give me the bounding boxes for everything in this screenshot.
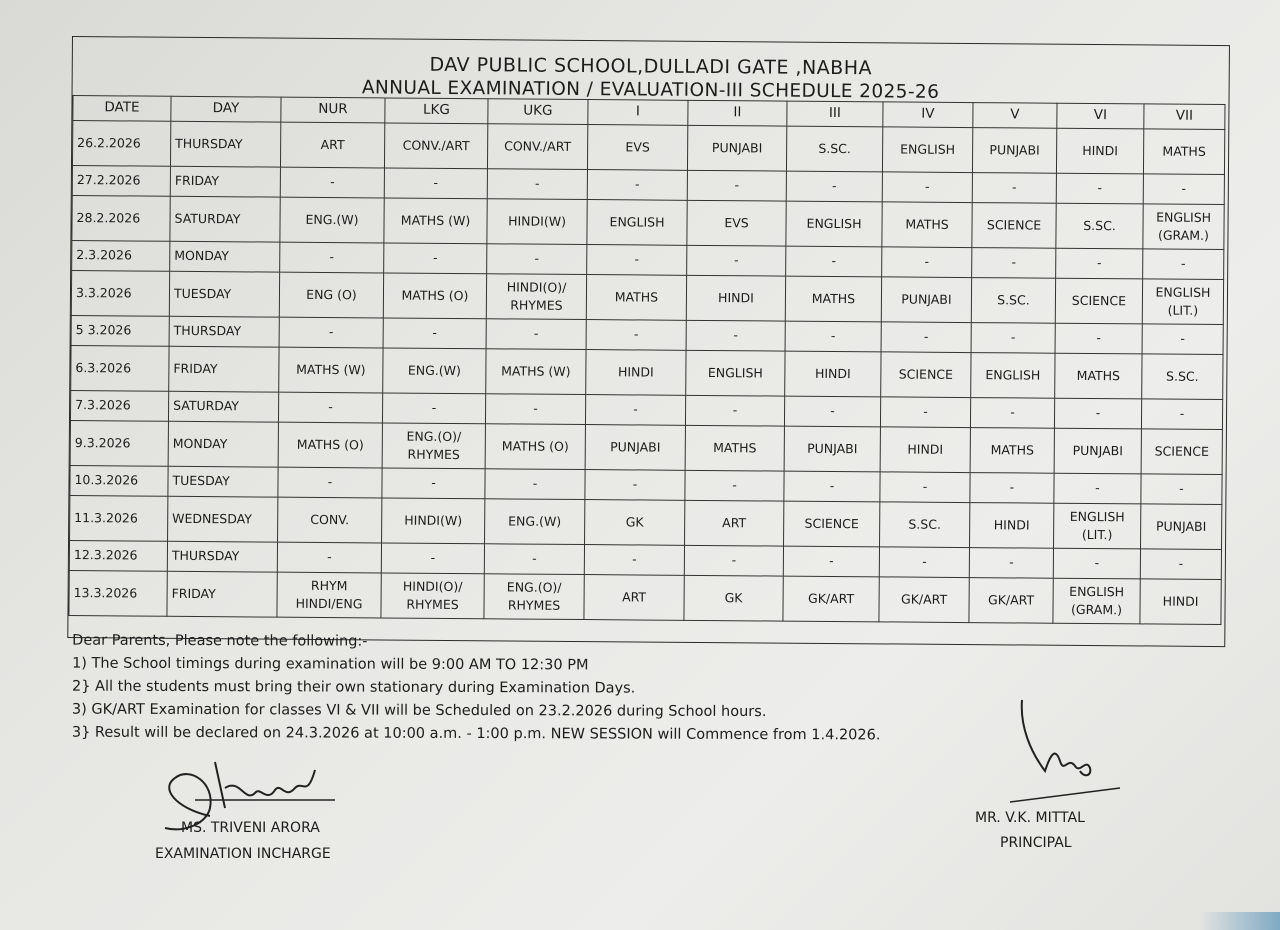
subject-cell: GK/ART [879, 577, 969, 623]
subject-cell: - [784, 396, 880, 427]
subject-cell: GK/ART [783, 576, 879, 622]
subject-cell: S.SC. [971, 278, 1055, 324]
subject-cell: SCIENCE [1141, 429, 1222, 475]
subject-cell: - [584, 545, 684, 576]
subject-cell: - [970, 473, 1054, 504]
day-cell: THURSDAY [170, 121, 280, 167]
subject-cell: ENG.(O)/ RHYMES [484, 574, 584, 620]
subject-cell: RHYM HINDI/ENG [277, 572, 381, 618]
subject-cell: HINDI [880, 427, 970, 473]
subject-cell: - [1056, 173, 1143, 204]
subject-cell: MATHS (W) [279, 347, 383, 393]
subject-cell: - [384, 243, 487, 274]
subject-cell: MATHS [882, 202, 972, 248]
column-header: I [588, 100, 688, 126]
subject-cell: - [786, 246, 882, 277]
subject-cell: ENGLISH [587, 200, 687, 246]
subject-cell: - [585, 470, 685, 501]
subject-cell: - [972, 248, 1056, 279]
subject-cell: - [485, 469, 585, 500]
schedule-table [68, 95, 1225, 625]
subject-cell: - [880, 472, 970, 503]
subject-cell: - [687, 245, 786, 276]
subject-cell: - [487, 244, 587, 275]
subject-cell: GK/ART [969, 578, 1053, 624]
subject-cell: - [882, 172, 972, 203]
day-cell: SATURDAY [170, 196, 280, 242]
subject-cell: ENG (O) [279, 272, 383, 318]
subject-cell: - [278, 467, 382, 498]
subject-cell: - [687, 170, 786, 201]
date-cell: 13.3.2026 [69, 570, 167, 616]
subject-cell: MATHS (O) [278, 422, 382, 468]
subject-cell: HINDI [1140, 579, 1221, 625]
subject-cell: - [785, 321, 881, 352]
subject-cell: - [1141, 474, 1222, 505]
date-cell: 26.2.2026 [72, 121, 170, 167]
subject-cell: - [280, 167, 384, 198]
day-cell: TUESDAY [168, 466, 278, 497]
subject-cell: ENG.(W) [383, 348, 486, 394]
day-cell: MONDAY [168, 421, 278, 467]
subject-cell: ENGLISH (LIT.) [1142, 279, 1223, 325]
subject-cell: PUNJABI [687, 125, 786, 171]
subject-cell: - [783, 546, 879, 577]
date-cell: 9.3.2026 [70, 420, 168, 466]
subject-cell: HINDI [1056, 128, 1143, 174]
subject-cell: - [487, 169, 587, 200]
note-item: 2} All the students must bring their own stationary during Examination Days. [71, 678, 636, 697]
background-corner [1200, 912, 1280, 930]
subject-cell: - [971, 323, 1055, 354]
table-row [69, 570, 1221, 624]
day-cell: THURSDAY [167, 541, 277, 572]
subject-cell: - [1054, 398, 1141, 429]
subject-cell: S.SC. [1142, 354, 1223, 400]
date-cell: 27.2.2026 [72, 166, 170, 197]
subject-cell: - [278, 392, 382, 423]
subject-cell: - [969, 548, 1053, 579]
table-body [69, 121, 1225, 625]
subject-cell: SCIENCE [784, 501, 880, 547]
notes-intro: Dear Parents, Please note the following:- [72, 632, 368, 650]
day-cell: WEDNESDAY [168, 496, 278, 542]
subject-cell: - [486, 319, 586, 350]
subject-cell: - [685, 395, 784, 426]
subject-cell: - [1056, 248, 1143, 279]
subject-cell: - [786, 171, 882, 202]
subject-cell: - [585, 395, 685, 426]
column-header: UKG [488, 99, 588, 125]
subject-cell: CONV./ART [384, 123, 487, 169]
subject-cell: - [1055, 323, 1142, 354]
subject-cell: - [1054, 473, 1141, 504]
subject-cell: PUNJABI [1141, 504, 1222, 550]
column-header: VI [1057, 103, 1144, 129]
subject-cell: - [382, 393, 485, 424]
header [73, 37, 1229, 104]
subject-cell: - [586, 320, 686, 351]
note-item: 1) The School timings during examination will be 9:00 AM TO 12:30 PM [72, 655, 589, 674]
subject-cell: CONV./ART [487, 124, 587, 170]
subject-cell: - [684, 545, 783, 576]
subject-cell: HINDI(W) [487, 199, 587, 245]
subject-cell: - [484, 544, 584, 575]
subject-cell: - [1142, 324, 1223, 355]
column-header: III [787, 101, 883, 127]
subject-cell: - [279, 317, 383, 348]
day-cell: FRIDAY [170, 166, 280, 197]
subject-cell: S.SC. [786, 126, 882, 172]
right-signatory-role: PRINCIPAL [1000, 835, 1072, 851]
date-cell: 5 3.2026 [71, 316, 169, 347]
subject-cell: - [880, 397, 970, 428]
subject-cell: - [881, 322, 971, 353]
subject-cell: - [972, 173, 1056, 204]
subject-cell: S.SC. [880, 502, 970, 548]
subject-cell: MATHS (O) [485, 424, 585, 470]
subject-cell: - [277, 542, 381, 573]
subject-cell: GK [684, 575, 783, 621]
subject-cell: MATHS [586, 275, 686, 321]
subject-cell: ENGLISH [686, 350, 785, 396]
note-item: 3) GK/ART Examination for classes VI & VII will be Scheduled on 23.2.2026 during School hours. [71, 701, 767, 721]
subject-cell: HINDI(O)/ RHYMES [486, 274, 586, 320]
subject-cell: EVS [687, 200, 786, 246]
subject-cell: ENGLISH [971, 353, 1055, 399]
left-signatory-name: MS. TRIVENI ARORA [181, 820, 320, 836]
subject-cell: HINDI [785, 351, 881, 397]
subject-cell: ART [280, 122, 384, 168]
subject-cell: PUNJABI [784, 426, 880, 472]
date-cell: 11.3.2026 [70, 495, 168, 541]
subject-cell: - [879, 547, 969, 578]
subject-cell: EVS [587, 125, 687, 171]
subject-cell: - [383, 318, 486, 349]
column-header: NUR [281, 97, 385, 123]
subject-cell: ENG.(W) [280, 197, 384, 243]
subject-cell: - [970, 398, 1054, 429]
subject-cell: - [1143, 174, 1224, 205]
examination-incharge-signature-block [155, 758, 415, 868]
school-name: DAV PUBLIC SCHOOL,DULLADI GATE ,NABHA [429, 53, 873, 80]
subject-cell: - [485, 394, 585, 425]
column-header: V [973, 103, 1057, 129]
subject-cell: ENGLISH (LIT.) [1054, 503, 1141, 549]
subject-cell: PUNJABI [881, 277, 971, 323]
subject-cell: ENG.(O)/ RHYMES [382, 423, 485, 469]
subject-cell: HINDI [686, 275, 785, 321]
note-item: 3} Result will be declared on 24.3.2026 at 10:00 a.m. - 1:00 p.m. NEW SESSION will Commence from 1.4.2026. [71, 724, 881, 744]
day-cell: SATURDAY [168, 391, 278, 422]
subject-cell: MATHS [1055, 353, 1142, 399]
date-cell: 7.3.2026 [70, 391, 168, 422]
subject-cell: MATHS [1143, 129, 1224, 175]
subject-cell: ART [584, 575, 684, 621]
subject-cell: - [382, 468, 485, 499]
subject-cell: GK [585, 500, 685, 546]
subject-cell: SCIENCE [972, 203, 1056, 249]
column-header: VII [1144, 104, 1225, 130]
subject-cell: - [381, 543, 484, 574]
column-header: DATE [73, 96, 171, 122]
subject-cell: MATHS (O) [383, 273, 486, 319]
subject-cell: ENGLISH [786, 201, 882, 247]
subject-cell: - [1143, 249, 1224, 280]
subject-cell: - [587, 170, 687, 201]
subject-cell: - [587, 245, 687, 276]
subject-cell: SCIENCE [1055, 278, 1142, 324]
day-cell: THURSDAY [169, 316, 279, 347]
subject-cell: HINDI [970, 503, 1054, 549]
subject-cell: PUNJABI [972, 128, 1056, 174]
subject-cell: PUNJABI [1054, 428, 1141, 474]
subject-cell: MATHS [785, 276, 881, 322]
subject-cell: MATHS (W) [384, 198, 487, 244]
subject-cell: - [784, 471, 880, 502]
subject-cell: ENGLISH [882, 127, 972, 173]
left-signatory-role: EXAMINATION INCHARGE [155, 846, 331, 862]
subject-cell: HINDI(O)/ RHYMES [381, 573, 484, 619]
subject-cell: ART [685, 500, 784, 546]
subject-cell: - [882, 247, 972, 278]
subject-cell: ENG.(W) [485, 499, 585, 545]
handwritten-signature-right [960, 696, 1160, 806]
subject-cell: - [686, 320, 785, 351]
principal-signature-block [960, 696, 1160, 866]
subject-cell: - [685, 470, 784, 501]
date-cell: 12.3.2026 [69, 540, 167, 571]
column-header: LKG [385, 98, 488, 124]
day-cell: MONDAY [170, 241, 280, 272]
subject-cell: CONV. [278, 497, 382, 543]
subject-cell: PUNJABI [585, 425, 685, 471]
subject-cell: - [1141, 399, 1222, 430]
subject-cell: HINDI(W) [382, 498, 485, 544]
column-header: II [688, 100, 787, 126]
date-cell: 3.3.2026 [71, 271, 169, 317]
subject-cell: MATHS [685, 425, 784, 471]
column-header: IV [883, 102, 973, 128]
notes [72, 633, 881, 751]
schedule-sheet [67, 36, 1230, 647]
subject-cell: - [384, 168, 487, 199]
day-cell: TUESDAY [169, 271, 279, 317]
date-cell: 6.3.2026 [71, 346, 169, 392]
subject-cell: MATHS (W) [486, 349, 586, 395]
subject-cell: - [1140, 549, 1221, 580]
subject-cell: MATHS [970, 428, 1054, 474]
subject-cell: SCIENCE [881, 352, 971, 398]
subject-cell: HINDI [586, 350, 686, 396]
column-header: DAY [171, 96, 281, 122]
subject-cell: - [280, 242, 384, 273]
subject-cell: ENGLISH (GRAM.) [1053, 578, 1140, 624]
date-cell: 10.3.2026 [70, 465, 168, 496]
day-cell: FRIDAY [167, 571, 277, 617]
subject-cell: ENGLISH (GRAM.) [1143, 204, 1224, 250]
subject-cell: - [1053, 548, 1140, 579]
date-cell: 2.3.2026 [72, 241, 170, 272]
schedule-title: ANNUAL EXAMINATION / EVALUATION-III SCHEDULE 2025-26 [361, 77, 940, 103]
subject-cell: S.SC. [1056, 203, 1143, 249]
right-signatory-name: MR. V.K. MITTAL [975, 810, 1085, 826]
day-cell: FRIDAY [169, 346, 279, 392]
date-cell: 28.2.2026 [72, 196, 170, 242]
